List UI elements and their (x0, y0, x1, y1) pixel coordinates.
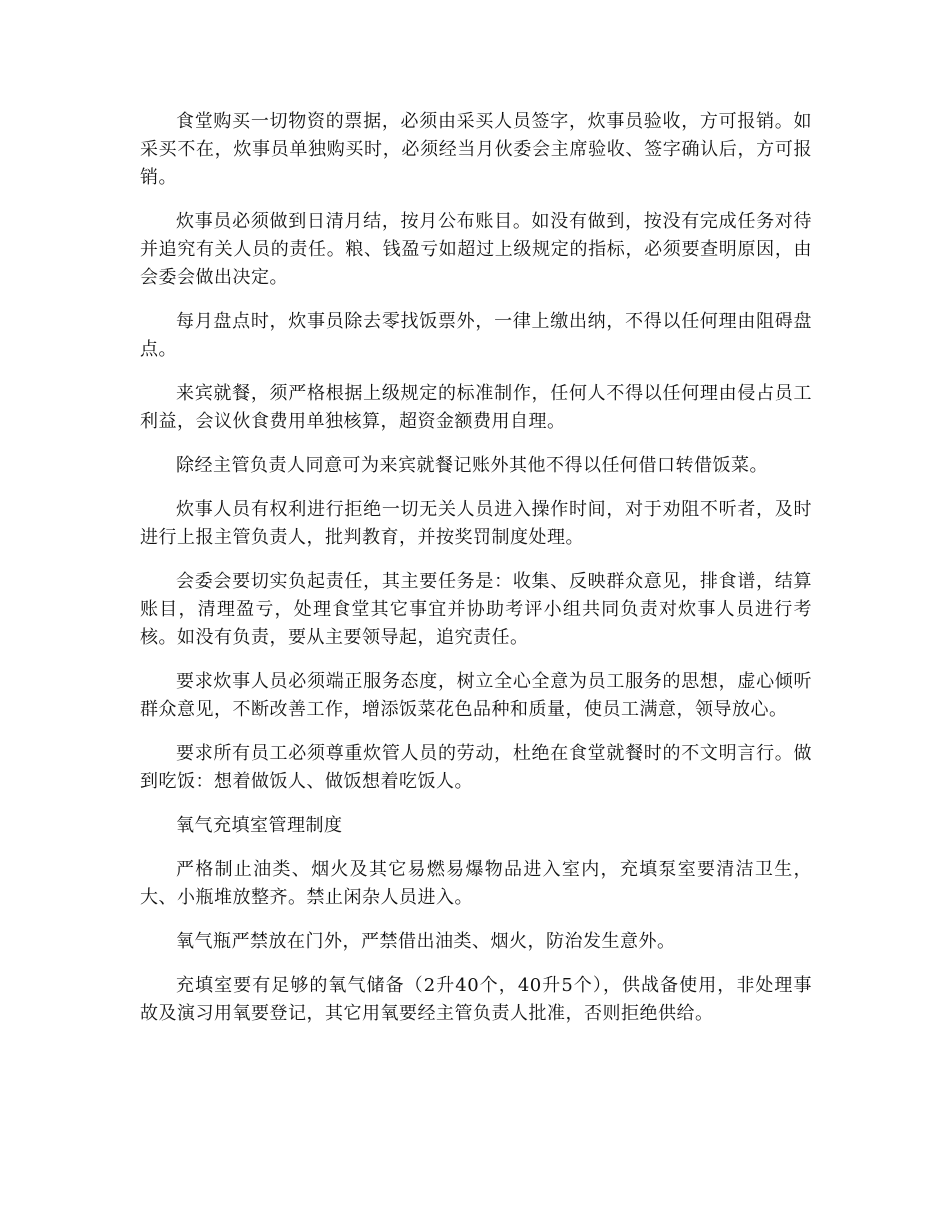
paragraph-respect-staff: 要求所有员工必须尊重炊管人员的劳动，杜绝在食堂就餐时的不文明言行。做到吃饭：想着做饭人、做饭想着吃饭人。 (140, 743, 812, 792)
paragraph-service-attitude: 要求炊事人员必须端正服务态度，树立全心全意为员工服务的思想，虚心倾听群众意见，不断改善工作，增添饭菜花色品种和质量，使员工满意，领导放心。 (140, 671, 812, 720)
paragraph-guest-dining: 来宾就餐，须严格根据上级规定的标准制作，任何人不得以任何理由侵占员工利益，会议伙食费用单独核算，超资金额费用自理。 (140, 383, 812, 432)
paragraph-receipts: 食堂购买一切物资的票据，必须由采买人员签字，炊事员验收，方可报销。如采买不在，炊事员单独购买时，必须经当月伙委会主席验收、签字确认后，方可报销。 (140, 111, 812, 188)
section-heading-oxygen-room: 氧气充填室管理制度 (176, 815, 343, 836)
paragraph-daily-accounts: 炊事员必须做到日清月结，按月公布账目。如没有做到，按没有完成任务对待并追究有关人员的责任。粮、钱盈亏如超过上级规定的指标，必须要查明原因，由会委会做出决定。 (140, 211, 812, 288)
paragraph-cylinder-storage: 氧气瓶严禁放在门外，严禁借出油类、烟火，防治发生意外。 (176, 931, 676, 952)
paragraph-fire-safety: 严格制止油类、烟火及其它易燃易爆物品进入室内，充填泵室要清洁卫生，大、小瓶堆放整齐。禁止闲杂人员进入。 (140, 859, 812, 908)
paragraph-meal-lending: 除经主管负责人同意可为来宾就餐记账外其他不得以任何借口转借饭菜。 (176, 455, 768, 476)
paragraph-oxygen-reserve: 充填室要有足够的氧气储备（2升40个，40升5个），供战备使用，非处理事故及演习用氧要登记，其它用氧要经主管负责人批准，否则拒绝供给。 (140, 975, 812, 1024)
paragraph-monthly-inventory: 每月盘点时，炊事员除去零找饭票外，一律上缴出纳，不得以任何理由阻碍盘点。 (140, 311, 812, 360)
paragraph-kitchen-access: 炊事人员有权利进行拒绝一切无关人员进入操作时间，对于劝阻不听者，及时进行上报主管负责人，批判教育，并按奖罚制度处理。 (140, 499, 812, 548)
paragraph-committee-duties: 会委会要切实负起责任，其主要任务是：收集、反映群众意见，排食谱，结算账目，清理盈亏，处理食堂其它事宜并协助考评小组共同负责对炊事人员进行考核。如没有负责，要从主要领导起，追究责任。 (140, 571, 812, 648)
document-page (140, 108, 812, 1044)
